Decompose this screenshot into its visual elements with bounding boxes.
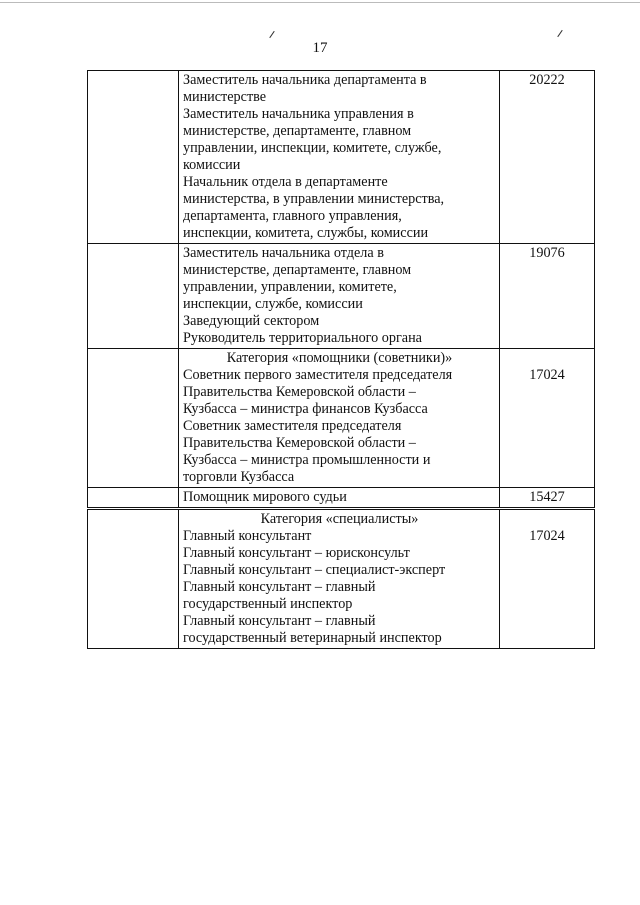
positions-cell — [179, 488, 500, 509]
category-heading: Категория «специалисты» — [260, 511, 419, 527]
position-line: Кузбасса – министра финансов Кузбасса — [183, 401, 428, 417]
empty-cell — [88, 488, 179, 509]
empty-cell — [88, 509, 179, 649]
salary-cell: 15427 — [500, 488, 595, 509]
salary-cell — [500, 349, 595, 488]
positions-cell — [179, 349, 500, 488]
empty-cell — [88, 71, 179, 244]
position-line: Главный консультант – специалист-эксперт — [183, 562, 446, 578]
salary-table — [87, 70, 595, 649]
position-line: Начальник отдела в департаменте — [183, 174, 388, 190]
position-line: Заместитель начальника управления в — [183, 106, 414, 122]
position-line: министерстве — [183, 89, 267, 105]
position-line: Руководитель территориального органа — [183, 330, 422, 346]
empty-cell — [88, 349, 179, 488]
position-line: Советник первого заместителя председателя — [183, 367, 453, 383]
table-row — [88, 71, 595, 244]
position-line: министерстве, департаменте, главном — [183, 262, 412, 278]
table-row — [88, 488, 595, 509]
top-scan-border — [0, 2, 640, 3]
position-line: министерстве, департаменте, главном — [183, 123, 412, 139]
position-line: управлении, инспекции, комитете, службе, — [183, 140, 442, 156]
position-line: Главный консультант — [183, 528, 312, 544]
position-line: Заместитель начальника отдела в — [183, 245, 384, 261]
position-line: Главный консультант – юрисконсульт — [183, 545, 410, 561]
table-row — [88, 349, 595, 488]
position-line: государственный инспектор — [183, 596, 353, 612]
position-line: Советник заместителя председателя — [183, 418, 402, 434]
scan-speck — [557, 30, 562, 37]
category-heading: Категория «помощники (советники)» — [226, 350, 453, 366]
position-line: комиссии — [183, 157, 241, 173]
position-line: Правительства Кемеровской области – — [183, 435, 416, 451]
empty-cell — [88, 244, 179, 349]
salary-cell: 20222 — [500, 71, 595, 244]
salary-cell: 19076 — [500, 244, 595, 349]
salary-value: 17024 — [529, 528, 565, 544]
table-row — [88, 509, 595, 649]
salary-value: 17024 — [529, 367, 565, 383]
position-line: Главный консультант – главный — [183, 613, 376, 629]
position-line: министерства, в управлении министерства, — [183, 191, 445, 207]
salary-cell — [500, 509, 595, 649]
table-row — [88, 244, 595, 349]
position-line: торговли Кузбасса — [183, 469, 295, 485]
positions-cell — [179, 71, 500, 244]
position-line: Правительства Кемеровской области – — [183, 384, 416, 400]
positions-cell — [179, 509, 500, 649]
position-line: инспекции, комитета, службы, комиссии — [183, 225, 429, 241]
scan-speck — [269, 31, 274, 38]
position-line: Главный консультант – главный — [183, 579, 376, 595]
position-line: Заведующий сектором — [183, 313, 320, 329]
position-line: инспекции, службе, комиссии — [183, 296, 363, 312]
page-number: 17 — [312, 40, 328, 56]
position-line: Кузбасса – министра промышленности и — [183, 452, 431, 468]
position-line: управлении, управлении, комитете, — [183, 279, 397, 295]
positions-cell — [179, 244, 500, 349]
position-line: департамента, главного управления, — [183, 208, 402, 224]
position-line: государственный ветеринарный инспектор — [183, 630, 442, 646]
position-line: Помощник мирового судьи — [183, 489, 347, 505]
position-line: Заместитель начальника департамента в — [183, 72, 427, 88]
